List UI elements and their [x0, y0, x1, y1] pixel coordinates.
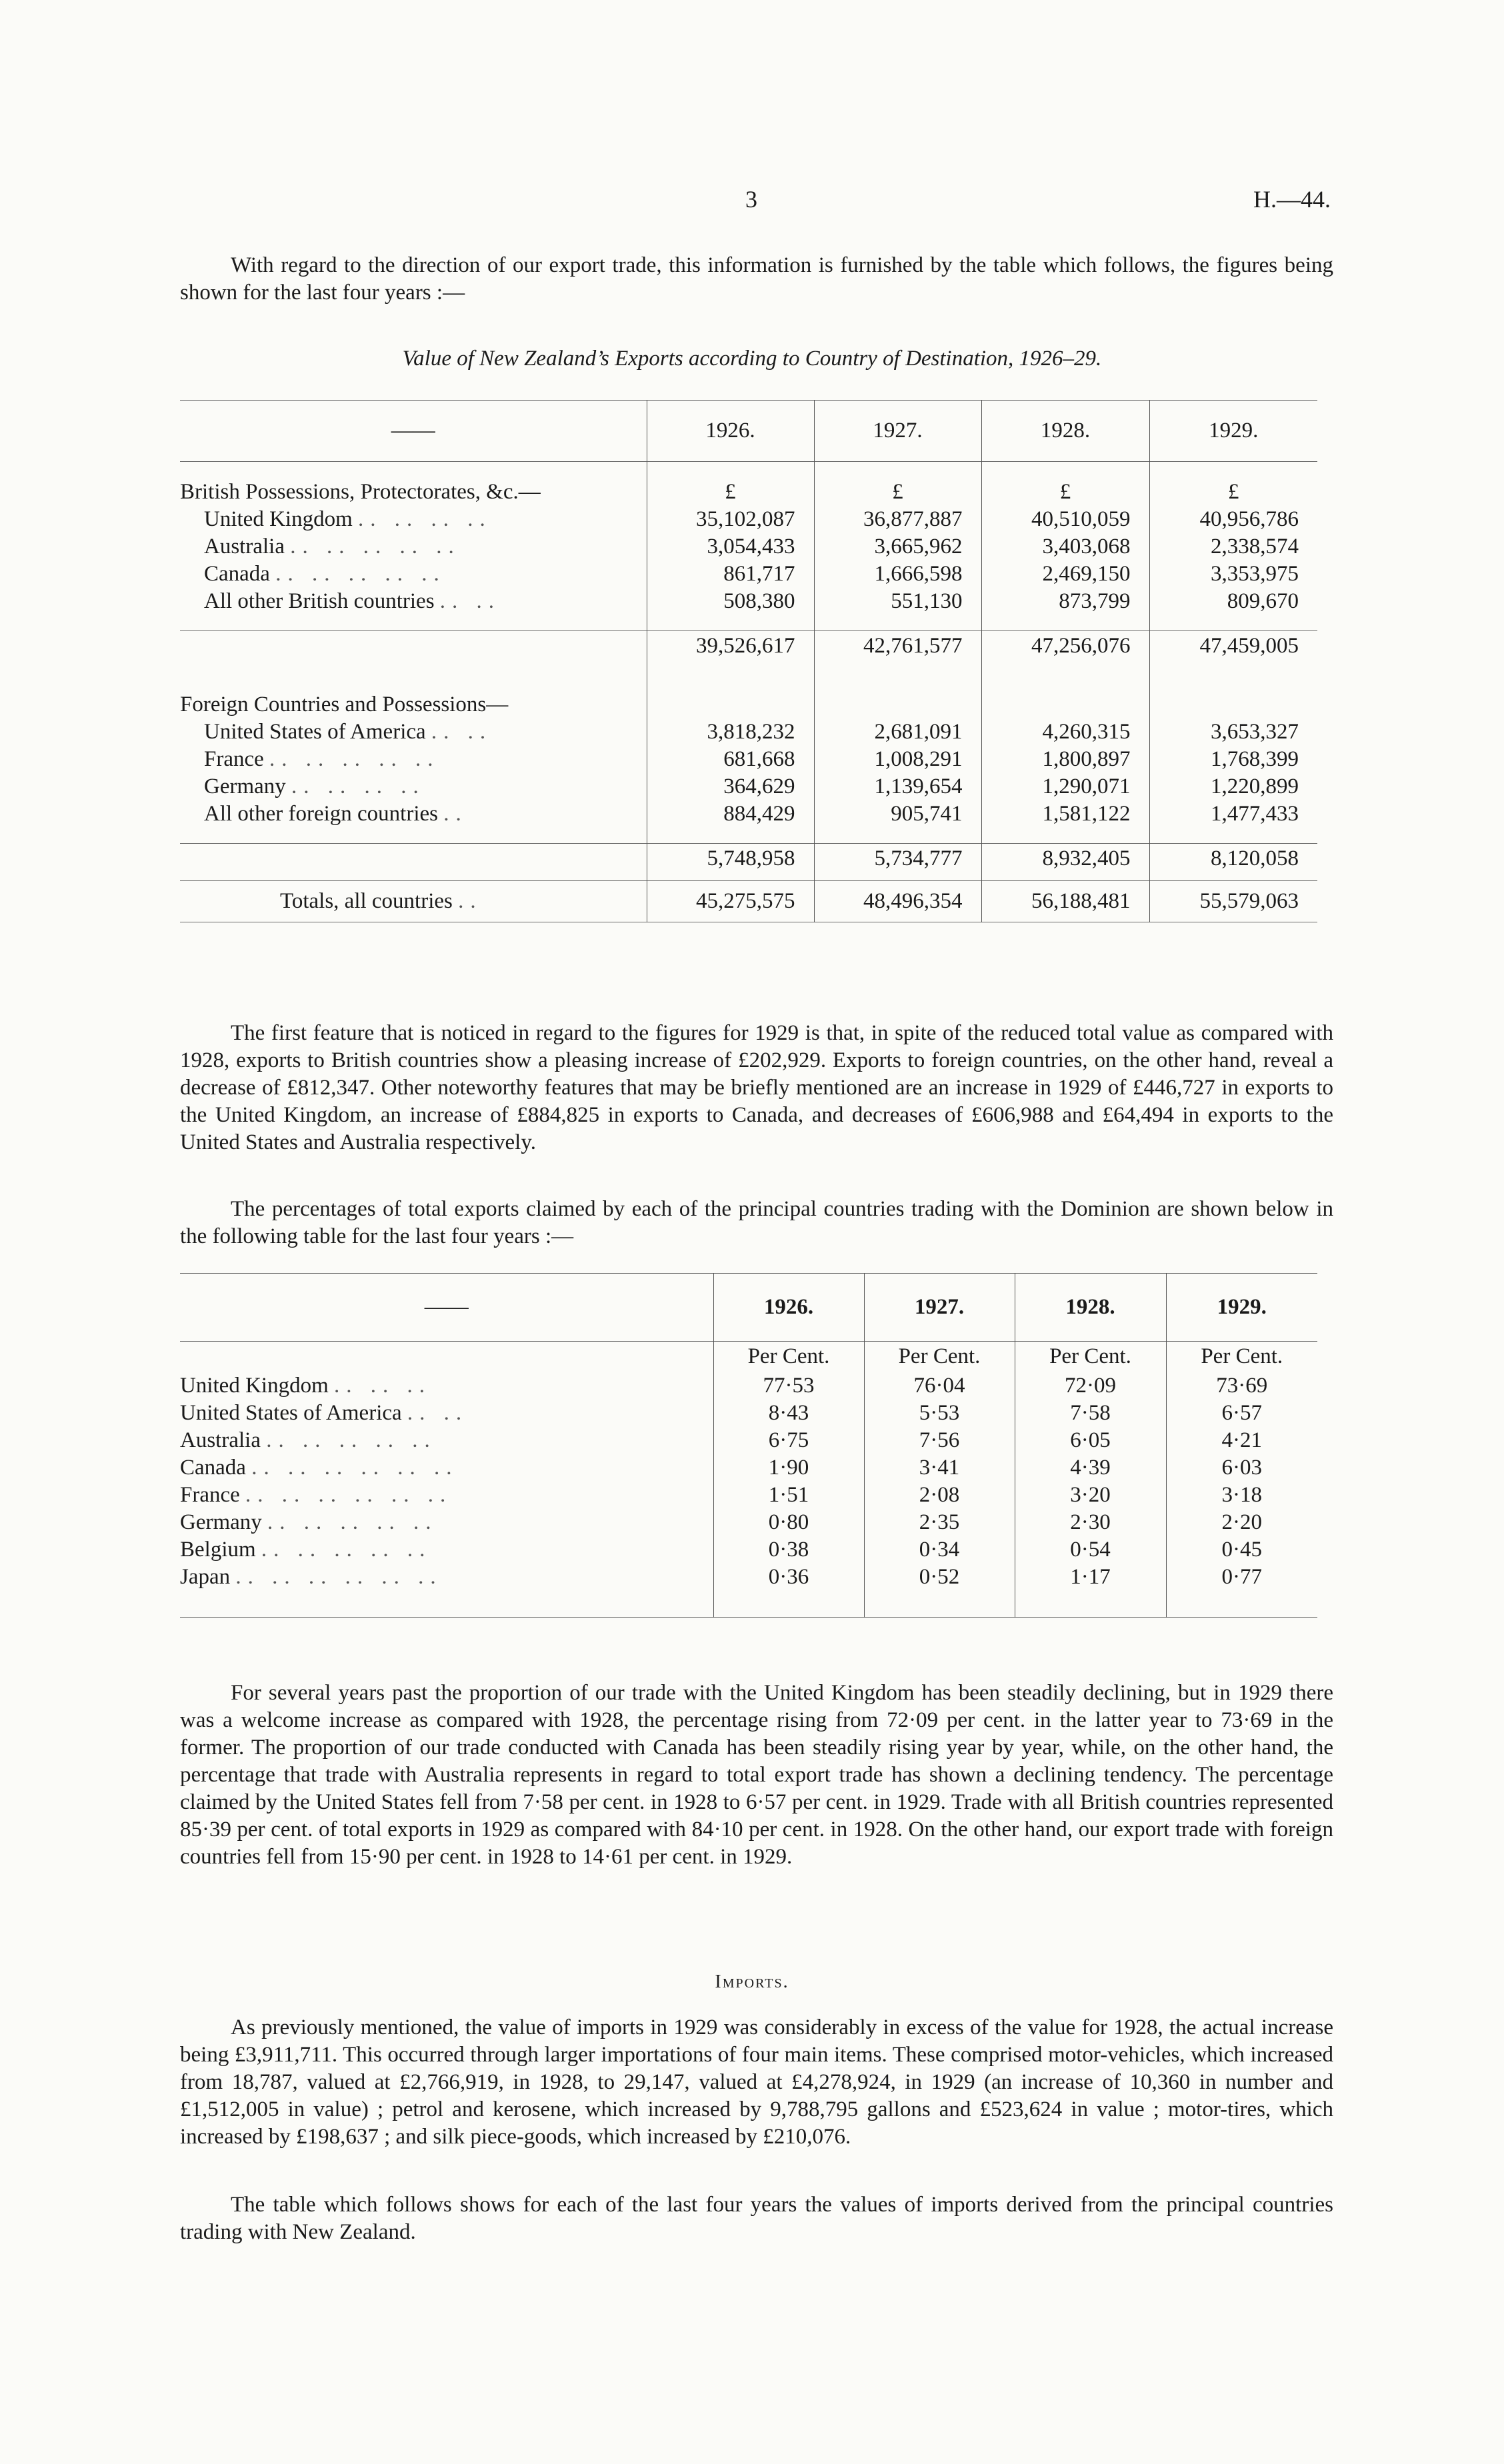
table-row: Japan .. .. .. .. .. .. 0·36 0·52 1·17 0·77: [180, 1564, 1317, 1591]
currency-symbol: £: [647, 479, 814, 506]
cell-value: 3,403,068: [981, 533, 1149, 561]
table-row: Belgium .. .. .. .. .. 0·38 0·34 0·54 0·45: [180, 1536, 1317, 1564]
table-row: Australia .. .. .. .. .. 6·75 7·56 6·05 4·21: [180, 1427, 1317, 1454]
subtotal-value: 8,120,058: [1149, 844, 1317, 874]
cell-value: 1,220,899: [1149, 773, 1317, 800]
cell-value: 76·04: [864, 1372, 1015, 1400]
cell-value: 35,102,087: [647, 506, 814, 533]
cell-value: 1,581,122: [981, 800, 1149, 828]
year-header: 1927.: [814, 401, 981, 462]
cell-value: 681,668: [647, 746, 814, 773]
grand-total-row: Totals, all countries .. 45,275,575 48,496,354 56,188,481 55,579,063: [180, 881, 1317, 922]
currency-symbol: £: [1149, 479, 1317, 506]
table-row: Canada .. .. .. .. .. .. 1·90 3·41 4·39 6·03: [180, 1454, 1317, 1482]
cell-value: 861,717: [647, 561, 814, 588]
cell-value: 884,429: [647, 800, 814, 828]
cell-value: 2·20: [1166, 1509, 1317, 1536]
table-row: Germany .. .. .. .. .. 0·80 2·35 2·30 2·20: [180, 1509, 1317, 1536]
corner-dash: ——: [424, 1295, 469, 1319]
cell-value: 1,800,897: [981, 746, 1149, 773]
cell-value: 6·75: [713, 1427, 864, 1454]
cell-value: 3,665,962: [814, 533, 981, 561]
cell-value: 364,629: [647, 773, 814, 800]
cell-value: 6·03: [1166, 1454, 1317, 1482]
year-header: 1926.: [647, 401, 814, 462]
table-row: United States of America .. .. 8·43 5·53 7·58 6·57: [180, 1400, 1317, 1427]
subtotal-value: 47,459,005: [1149, 631, 1317, 662]
cell-value: 0·52: [864, 1564, 1015, 1591]
row-label: Australia: [180, 1428, 261, 1452]
table-row: Germany .. .. .. .. 364,629 1,139,654 1,290,071 1,220,899: [180, 773, 1317, 800]
cell-value: 3,054,433: [647, 533, 814, 561]
cell-value: 5·53: [864, 1400, 1015, 1427]
row-label: Australia: [204, 534, 285, 559]
table-row: France .. .. .. .. .. .. 1·51 2·08 3·20 3·18: [180, 1482, 1317, 1509]
cell-value: 1,290,071: [981, 773, 1149, 800]
cell-value: 6·57: [1166, 1400, 1317, 1427]
corner-dash: ——: [391, 419, 435, 443]
year-header: 1926.: [713, 1274, 864, 1342]
cell-value: 1·90: [713, 1454, 864, 1482]
foreign-subtotal-row: [180, 844, 1317, 874]
table-row: Canada .. .. .. .. .. 861,717 1,666,598 2,469,150 3,353,975: [180, 561, 1317, 588]
imports-paragraph: As previously mentioned, the value of imports in 1929 was considerably in excess of the value for 1928, the actual increase being £3,911,711. This occurred through larger importations of four main items. These comprised motor-vehicles, which increased from 18,787, valued at £2,766,919, in 1928, to 29,147, valued at £4,278,924, in 1929 (an increase of 10,360 in number and £1,512,005 in value) ; petrol and kerosene, which increased by 9,788,795 gallons and £523,624 in value ; motor-tires, which increased by £198,637 ; and silk piece-goods, which increased by £210,076.: [180, 2015, 1333, 2149]
cell-value: 7·58: [1015, 1400, 1166, 1427]
cell-value: 905,741: [814, 800, 981, 828]
cell-value: 3,818,232: [647, 718, 814, 746]
cell-value: 77·53: [713, 1372, 864, 1400]
cell-value: 4,260,315: [981, 718, 1149, 746]
cell-value: 72·09: [1015, 1372, 1166, 1400]
cell-value: 1·17: [1015, 1564, 1166, 1591]
row-label: Germany: [180, 1510, 262, 1534]
imports-heading: Imports.: [715, 1971, 789, 1992]
year-header: 1929.: [1166, 1274, 1317, 1342]
subtotal-value: 8,932,405: [981, 844, 1149, 874]
british-subtotal-row: [180, 631, 1317, 662]
page-header: [0, 185, 1504, 219]
cell-value: 0·80: [713, 1509, 864, 1536]
british-section-heading: British Possessions, Protectorates, &c.—: [180, 480, 541, 504]
percentages-intro-paragraph: The percentages of total exports claimed by each of the principal countries trading with the Dominion are shown below in the following table for the last four years :—: [180, 1197, 1333, 1248]
cell-value: 6·05: [1015, 1427, 1166, 1454]
cell-value: 0·54: [1015, 1536, 1166, 1564]
cell-value: 873,799: [981, 588, 1149, 615]
cell-value: 3,653,327: [1149, 718, 1317, 746]
cell-value: 809,670: [1149, 588, 1317, 615]
trade-trends-paragraph: For several years past the proportion of our trade with the United Kingdom has been steadily declining, but in 1929 there was a welcome increase as compared with 1928, the percentage rising from 72·09 per cent. in the latter year to 73·69 in the former. The proportion of our trade conducted with Canada has been steadily rising year by year, while, on the other hand, the percentage that trade with Australia represents in regard to total export trade has shown a declining tendency. The percentage claimed by the United States fell from 7·58 per cent. in 1928 to 6·57 per cent. in 1929. Trade with all British countries represented 85·39 per cent. of total exports in 1929 as compared with 84·10 per cent. in 1928. On the other hand, our export trade with foreign countries fell from 15·90 per cent. in 1928 to 14·61 per cent. in 1929.: [180, 1681, 1333, 1869]
intro-paragraph: With regard to the direction of our export trade, this information is furnished by the table which follows, the figures being shown for the last four years :—: [180, 253, 1333, 305]
row-label: Belgium: [180, 1537, 256, 1562]
subtotal-value: 47,256,076: [981, 631, 1149, 662]
cell-value: 1,139,654: [814, 773, 981, 800]
unit-label: Per Cent.: [1166, 1342, 1317, 1372]
subtotal-value: 39,526,617: [647, 631, 814, 662]
cell-value: 40,510,059: [981, 506, 1149, 533]
cell-value: 1,768,399: [1149, 746, 1317, 773]
row-label: United Kingdom: [204, 507, 353, 531]
table-row: United Kingdom .. .. .. 77·53 76·04 72·09 73·69: [180, 1372, 1317, 1400]
row-label: United Kingdom: [180, 1373, 329, 1398]
subtotal-value: 5,734,777: [814, 844, 981, 874]
cell-value: 3,353,975: [1149, 561, 1317, 588]
year-header: 1928.: [981, 401, 1149, 462]
unit-label: Per Cent.: [1015, 1342, 1166, 1372]
cell-value: 551,130: [814, 588, 981, 615]
cell-value: 2·30: [1015, 1509, 1166, 1536]
cell-value: 2,338,574: [1149, 533, 1317, 561]
row-label: All other British countries: [204, 589, 435, 613]
year-header: 1929.: [1149, 401, 1317, 462]
cell-value: 7·56: [864, 1427, 1015, 1454]
table-row: All other foreign countries .. 884,429 905,741 1,581,122 1,477,433: [180, 800, 1317, 828]
analysis-paragraph: The first feature that is noticed in regard to the figures for 1929 is that, in spite of the reduced total value as compared with 1928, exports to British countries show a pleasing increase of £202,929. Exports to foreign countries, on the other hand, reveal a decrease of £812,347. Other noteworthy features that may be briefly mentioned are an increase in 1929 of £446,727 in exports to the United Kingdom, an increase of £884,825 in exports to Canada, and decreases of £606,988 and £64,494 in exports to the United States and Australia respectively.: [180, 1021, 1333, 1154]
row-label: France: [204, 746, 264, 771]
cell-value: 0·34: [864, 1536, 1015, 1564]
table-row: France .. .. .. .. .. 681,668 1,008,291 1,800,897 1,768,399: [180, 746, 1317, 773]
row-label: United States of America: [204, 719, 426, 744]
cell-value: 3·20: [1015, 1482, 1166, 1509]
year-header: 1927.: [864, 1274, 1015, 1342]
cell-value: 1,666,598: [814, 561, 981, 588]
subtotal-value: 42,761,577: [814, 631, 981, 662]
table-row: United States of America .. .. 3,818,232 2,681,091 4,260,315 3,653,327: [180, 718, 1317, 746]
cell-value: 8·43: [713, 1400, 864, 1427]
cell-value: 3·18: [1166, 1482, 1317, 1509]
cell-value: 3·41: [864, 1454, 1015, 1482]
cell-value: 4·21: [1166, 1427, 1317, 1454]
export-percentages-table: [180, 1273, 1317, 1618]
row-label: France: [180, 1482, 240, 1507]
cell-value: 0·45: [1166, 1536, 1317, 1564]
cell-value: 1·51: [713, 1482, 864, 1509]
cell-value: 1,008,291: [814, 746, 981, 773]
row-label: Canada: [204, 561, 270, 586]
row-label: United States of America: [180, 1400, 402, 1425]
cell-value: 508,380: [647, 588, 814, 615]
cell-value: 2,469,150: [981, 561, 1149, 588]
cell-value: 4·39: [1015, 1454, 1166, 1482]
grand-total-value: 48,496,354: [814, 881, 981, 922]
grand-total-value: 45,275,575: [647, 881, 814, 922]
cell-value: 0·36: [713, 1564, 864, 1591]
page-number: 3: [745, 186, 757, 213]
cell-value: 40,956,786: [1149, 506, 1317, 533]
table-row: Australia .. .. .. .. .. 3,054,433 3,665,962 3,403,068 2,338,574: [180, 533, 1317, 561]
grand-total-label: Totals, all countries: [280, 889, 453, 913]
row-label: Canada: [180, 1455, 246, 1480]
table-row: United Kingdom .. .. .. .. 35,102,087 36,877,887 40,510,059 40,956,786: [180, 506, 1317, 533]
subtotal-value: 5,748,958: [647, 844, 814, 874]
exports-by-destination-table: [180, 400, 1317, 922]
exports-table-title: Value of New Zealand’s Exports according to Country of Destination, 1926–29.: [402, 347, 1102, 371]
unit-label: Per Cent.: [713, 1342, 864, 1372]
cell-value: 2,681,091: [814, 718, 981, 746]
cell-value: 36,877,887: [814, 506, 981, 533]
foreign-section-heading: Foreign Countries and Possessions—: [180, 692, 509, 716]
imports-table-intro-paragraph: The table which follows shows for each of the last four years the values of imports derived from the principal countries trading with New Zealand.: [180, 2193, 1333, 2244]
row-label: Japan: [180, 1564, 231, 1589]
currency-symbol: £: [814, 479, 981, 506]
cell-value: 2·08: [864, 1482, 1015, 1509]
unit-label: Per Cent.: [864, 1342, 1015, 1372]
row-label: All other foreign countries: [204, 801, 438, 826]
table-row: All other British countries .. .. 508,380 551,130 873,799 809,670: [180, 588, 1317, 615]
cell-value: 0·77: [1166, 1564, 1317, 1591]
year-header: 1928.: [1015, 1274, 1166, 1342]
grand-total-value: 55,579,063: [1149, 881, 1317, 922]
grand-total-value: 56,188,481: [981, 881, 1149, 922]
document-reference: H.—44.: [1253, 186, 1331, 213]
cell-value: 1,477,433: [1149, 800, 1317, 828]
cell-value: 2·35: [864, 1509, 1015, 1536]
cell-value: 73·69: [1166, 1372, 1317, 1400]
row-label: Germany: [204, 774, 286, 798]
currency-symbol: £: [981, 479, 1149, 506]
cell-value: 0·38: [713, 1536, 864, 1564]
